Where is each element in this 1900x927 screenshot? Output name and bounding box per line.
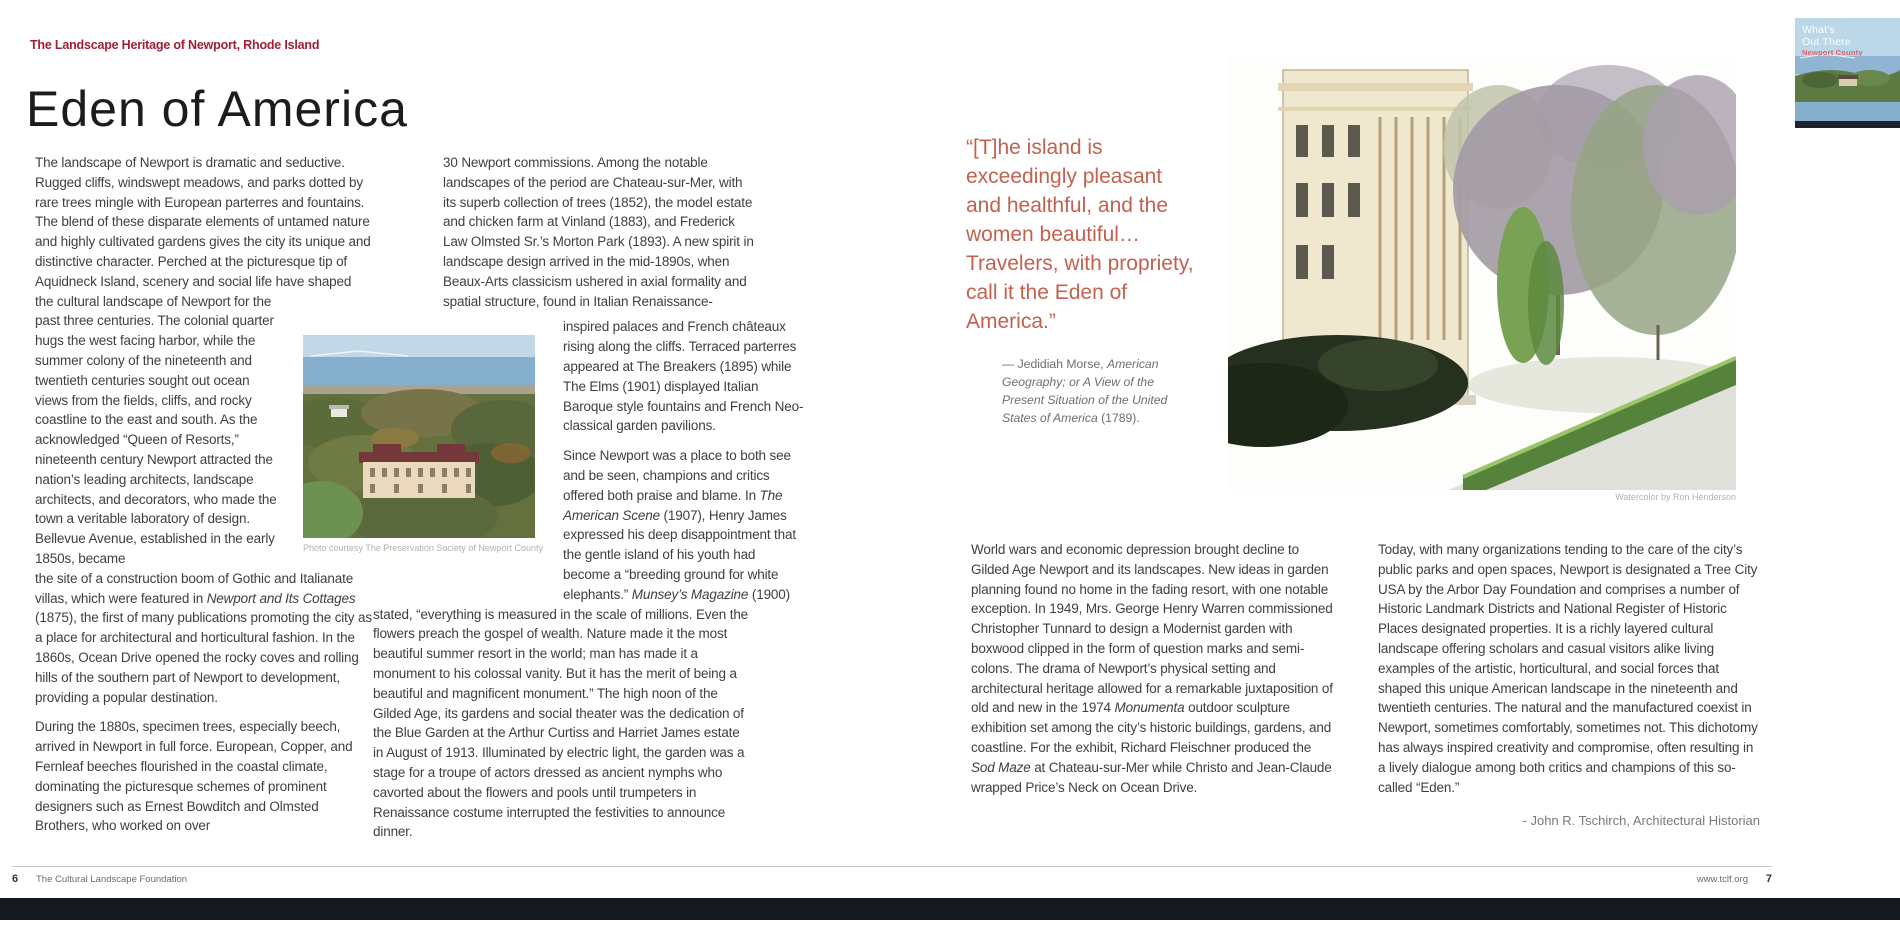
paragraph-wrapped-around-photo: the cultural landscape of Newport for the past three centuries. The colonial quarter hugs the west facing harbor, while the summer colony of the nineteenth and twentieth centuries sought out ocean views from the fields, cliffs, and rocky coastline to the east and south. As the acknowledged “Queen of Resorts,” nineteenth century Newport attracted the nation’s leading architects, landscape architects, and decorators, who made the town a veritable laboratory of design. Bellevue Avenue, established in the early 1850s, became bbox=[35, 293, 277, 566]
paragraph: During the 1880s, specimen trees, especially beech, arrived in Newport in full force. European, Copper, and Fernleaf beeches flourished in the coastal climate, dominating the picturesque schemes of prominent designers such as Ernest Bowditch and Olmsted Brothers, who worked on over bbox=[35, 719, 353, 834]
page-title: Eden of America bbox=[26, 81, 408, 137]
left-column-2 bbox=[373, 153, 804, 842]
watercolor-illustration bbox=[1228, 55, 1736, 490]
thumbnail-title-line1: What’s bbox=[1802, 24, 1836, 36]
bottom-bar bbox=[0, 898, 1900, 920]
paragraph-wrapped-around-photo: inspired palaces and French châteaux rising along the cliffs. Terraced parterres appeared at The Breakers (1895) while The Elms (1901) displayed Italian Baroque style fountains and French Neo-classical garden pavilions. bbox=[563, 319, 804, 434]
watercolor-caption: Watercolor by Ron Henderson bbox=[1615, 492, 1736, 502]
footer-rule bbox=[12, 866, 1772, 867]
section-eyebrow: The Landscape Heritage of Newport, Rhode Island bbox=[30, 38, 320, 52]
right-column-1: World wars and economic depression brought decline to Gilded Age Newport and its landscapes. New ideas in garden planning found no home in the fading resort, with one notable exception. In 1949, Mrs. George Henry Warren commissioned Christopher Tunnard to design a Modernist garden with boxwood clipped in the form of question marks and semi-colons. The drama of Newport’s physical setting and architectural heritage allowed for a remarkable juxtaposition of old and new in the 1974 Monumenta outdoor sculpture exhibition set among the city’s historic buildings, gardens, and coastline. For the exhibit, Richard Fleischner produced the Sod Maze at Chateau-sur-Mer while Christo and Jean-Claude wrapped Price’s Neck on Ocean Drive. bbox=[971, 542, 1333, 795]
footer-url-link[interactable]: www.tclf.org bbox=[1696, 874, 1748, 885]
watercolor-graphic bbox=[1228, 55, 1736, 490]
thumbnail-title bbox=[1802, 25, 1863, 57]
photo-caption: Photo courtesy The Preservation Society of Newport County bbox=[303, 543, 543, 553]
thumbnail-title-line2: Out There bbox=[1802, 35, 1851, 48]
paragraph: the site of a construction boom of Gothic and Italianate villas, which were featured in Newport and Its Cottages (1875), the first of many publications promoting the city as a place for architectural and horticultural fashion. In the 1860s, Ocean Drive opened the rocky coves and rolling hills of the southern part of Newport to development, providing a popular destination. bbox=[35, 570, 372, 705]
thumbnail-subtitle: Newport County bbox=[1802, 48, 1863, 57]
pull-quote: “[T]he island is exceedingly pleasant and healthful, and the women beautiful… Travelers, with propriety, call it the Eden of America.” bbox=[966, 136, 1194, 333]
paragraph-wrapped-around-photo: Since Newport was a place to both see and be seen, champions and critics offered both praise and blame. In The American Scene (1907), Henry James expressed his deep disappointment that the gentle island of his youth had become a “breeding ground for white elephants.” Munsey’s Magazine (1900) bbox=[563, 448, 796, 602]
paragraph: The landscape of Newport is dramatic and seductive. Rugged cliffs, windswept meadows, and parks dotted by rare trees mingle with European parterres and fountains. The blend of these disparate elements of untamed nature and highly cultivated gardens gives the city its unique and distinctive character. Perched at the picturesque tip of Aquidneck Island, scenery and social life have shaped bbox=[35, 155, 371, 289]
paragraph: stated, “everything is measured in the scale of millions. Even the flowers preach the gospel of wealth. Nature made it the most beautiful summer resort in the world; man has made it a monument to his colossal vanity. But it has the merit of being a beautiful and magnificent monument.” The high noon of the Gilded Age, its gardens and social theater was the dedication of the Blue Garden at the Arthur Curtiss and Harriet James estate in August of 1913. Illuminated by electric light, the garden was a stage for a troupe of actors dressed as ancient nymphs who cavorted about the flowers and pools until trumpeters in Renaissance costume interrupted the festivities to announce dinner. bbox=[373, 606, 749, 840]
paragraph: 30 Newport commissions. Among the notable landscapes of the period are Chateau-sur-Mer, with its superb collection of trees (1852), the model estate and chicken farm at Vinland (1883), and Frederick Law Olmsted Sr.’s Morton Park (1893). A new spirit in landscape design arrived in the mid-1890s, when Beaux-Arts classicism ushered in axial formality and spatial structure, found in Italian Renaissance- bbox=[443, 155, 754, 309]
page-number-right: 7 bbox=[1765, 873, 1772, 885]
page-number-left: 6 bbox=[12, 873, 19, 885]
right-column-2: Today, with many organizations tending to the care of the city’s public parks and open spaces, Newport is designated a Tree City USA by the Arbor Day Foundation and comprises a number of Historic Landmark Districts and National Register of Historic Places designated properties. It is a richly layered cultural landscape offering scholars and casual visitors alike living examples of the artistic, horticultural, and social forces that shaped this unique American landscape in the nineteenth and twentieth centuries. The natural and the manufactured coexist in Newport, sometimes comfortably, sometimes not. This dichotomy has always inspired creativity and compromise, often resulting in a lively dialogue among both critics and champions of this so-called “Eden.” bbox=[1378, 542, 1758, 795]
author-signature: - John R. Tschirch, Architectural Historian bbox=[1522, 813, 1760, 828]
page-thumbnail-whats-out-there bbox=[1795, 18, 1900, 128]
quote-attribution: — Jedidiah Morse, American Geography; or A View of the Present Situation of the United States of America (1789). bbox=[1002, 357, 1168, 425]
footer-publisher: The Cultural Landscape Foundation bbox=[36, 874, 188, 885]
